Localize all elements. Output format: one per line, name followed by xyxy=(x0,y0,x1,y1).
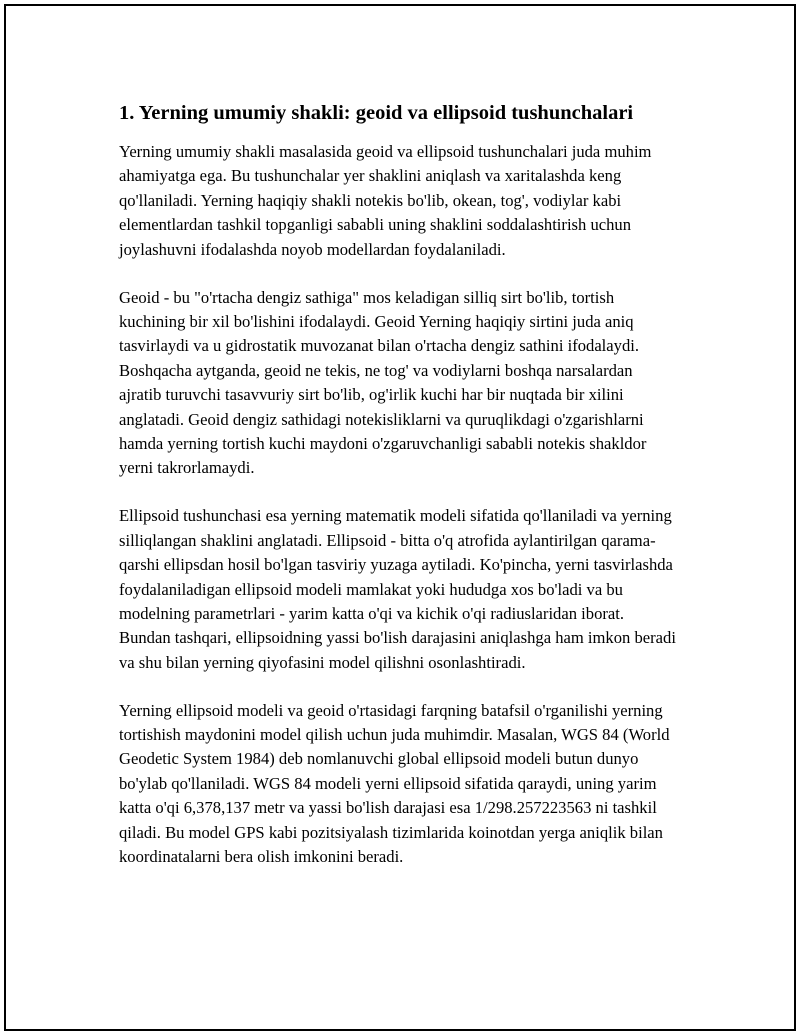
paragraph-wgs84: Yerning ellipsoid modeli va geoid o'rtasidagi farqning batafsil o'rganilishi yerning tortishish maydonini model qilish uchun juda muhimdir. Masalan, WGS 84 (World Geodetic System 1984) deb nomlanuvchi global ellipsoid modeli butun dunyo bo'ylab qo'llaniladi. WGS 84 modeli yerni ellipsoid sifatida qaraydi, uning yarim katta o'qi 6,378,137 metr va yassi bo'lish darajasi esa 1/298.257223563 ni tashkil qiladi. Bu model GPS kabi pozitsiyalash tizimlarida koinotdan yerga aniqlik bilan koordinatalarni bera olish imkonini beradi. xyxy=(119,700,670,867)
paragraph-intro: Yerning umumiy shakli masalasida geoid va ellipsoid tushunchalari juda muhim ahamiyatga ega. Bu tushunchalar yer shaklini aniqlash va xaritalashda keng qo'llaniladi. Yerning haqiqiy shakli notekis bo'lib, okean, tog', vodiylar kabi elementlardan tashkil topganligi sababli uning shaklini soddalashtirish uchun joylashuvni ifodalashda noyob modellardan foydalaniladi. xyxy=(119,142,652,259)
paragraph-ellipsoid: Ellipsoid tushunchasi esa yerning matematik modeli sifatida qo'llaniladi va yerning silliqlangan shaklini anglatadi. Ellipsoid - bitta o'q atrofida aylantirilgan qarama-qarshi ellipsdan hosil bo'lgan tasviriy yuzaga aytiladi. Ko'pincha, yerni tasvirlashda foydalaniladigan ellipsoid modeli mamlakat yoki hududga xos bo'ladi va bu modelning parametrlari - yarim katta o'qi va kichik o'qi radiuslaridan iborat. Bundan tashqari, ellipsoidning yassi bo'lish darajasini aniqlashga ham imkon beradi va shu bilan yerning qiyofasini model qilishni osonlashtiradi. xyxy=(119,506,676,672)
page-frame xyxy=(4,4,796,1031)
paragraph-geoid: Geoid - bu "o'rtacha dengiz sathiga" mos keladigan silliq sirt bo'lib, tortish kuchining bir xil bo'lishini ifodalaydi. Geoid Yerning haqiqiy sirtini juda aniq tasvirlaydi va u gidrostatik muvozanat bilan o'rtacha dengiz sathini ifodalaydi. Boshqacha aytganda, geoid ne tekis, ne tog' va vodiylarni boshqa narsalardan ajratib turuvchi tasavvuriy sirt bo'lib, og'irlik kuchi har bir nuqtada bir xilini anglatadi. Geoid dengiz sathidagi notekisliklarni va quruqlikdagi o'zgarishlarni hamda yerning tortish kuchi maydoni o'zgaruvchanligi sababli notekis shakldor yerni takrorlamaydi. xyxy=(119,287,647,478)
section-heading: 1. Yerning umumiy shakli: geoid va ellipsoid tushunchalari xyxy=(119,102,634,124)
document-body xyxy=(119,100,679,893)
